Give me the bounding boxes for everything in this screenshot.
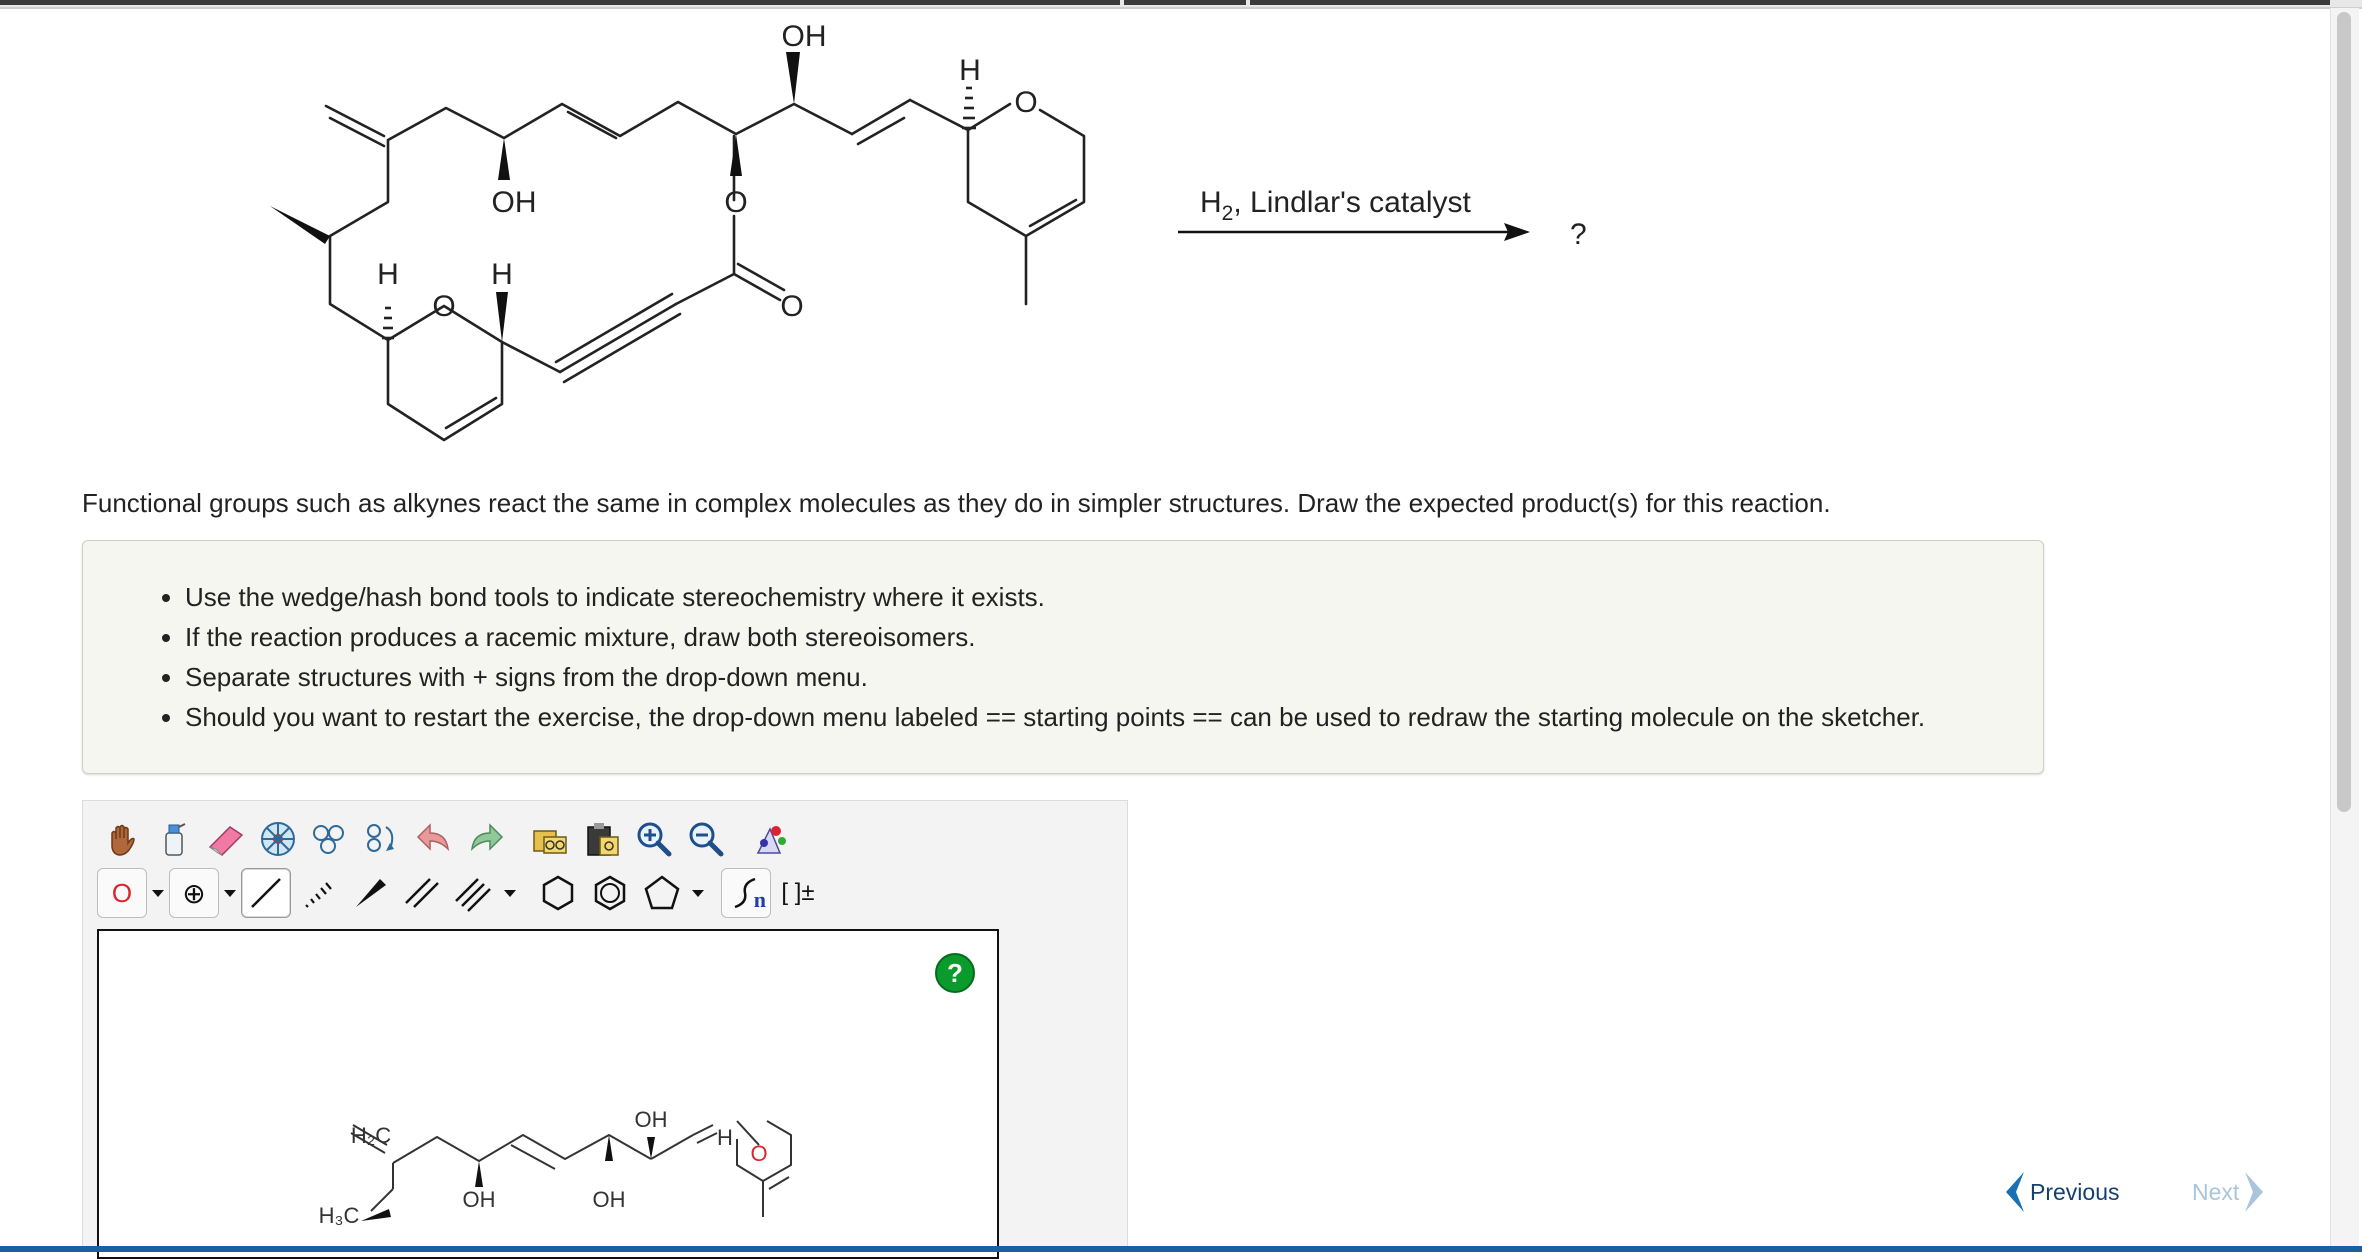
zoom-in-icon[interactable] — [629, 814, 679, 864]
bond-dropdown-arrow-icon[interactable] — [501, 868, 519, 918]
eraser-bottle-icon[interactable] — [149, 814, 199, 864]
charge-picker[interactable] — [169, 868, 219, 918]
label-h-mid: H — [491, 258, 513, 291]
hint-item: • Separate structures with + signs from the drop-down menu. — [185, 657, 2043, 697]
copy-icon[interactable] — [525, 814, 575, 864]
redo-icon[interactable] — [461, 814, 511, 864]
canvas-molecule — [99, 931, 997, 1257]
canvas-label-h2c: H₂C — [350, 1123, 392, 1148]
reaction-scheme — [0, 0, 1650, 470]
chevron-left-icon — [2002, 1170, 2026, 1214]
label-o-ring-left: O — [432, 290, 456, 323]
zoom-out-icon[interactable] — [681, 814, 731, 864]
bracket-label: [ ]± — [781, 879, 815, 906]
clean-structure-icon[interactable] — [745, 814, 795, 864]
page-scrollbar[interactable] — [2330, 8, 2359, 1246]
sketcher-panel — [82, 800, 1128, 1252]
question-text: Functional groups such as alkynes react the same in complex molecules as they do in simpler structures. Draw the expected product(s) for this reaction. — [82, 488, 1831, 518]
label-h-top: H — [959, 54, 981, 87]
label-o-carbonyl: O — [780, 290, 804, 323]
element-dropdown-arrow-icon[interactable] — [149, 868, 167, 918]
triple-bond-tool[interactable] — [449, 868, 499, 918]
label-h-left: H — [377, 258, 399, 291]
cyclopentane-tool-icon[interactable] — [637, 868, 687, 918]
template-wheel-icon[interactable] — [253, 814, 303, 864]
product-question-mark: ? — [1570, 218, 1587, 251]
cyclohexane-tool-icon[interactable] — [533, 868, 583, 918]
sgroup-tool[interactable] — [721, 868, 771, 918]
next-button[interactable] — [2192, 1170, 2267, 1214]
rotate-template-icon[interactable] — [357, 814, 407, 864]
canvas-label-h: H — [717, 1125, 733, 1150]
ring-template-icon[interactable] — [305, 814, 355, 864]
double-bond-tool[interactable] — [397, 868, 447, 918]
previous-button[interactable] — [2002, 1170, 2119, 1214]
canvas-label-h3c: H₃C — [318, 1203, 360, 1228]
previous-label: Previous — [2030, 1178, 2120, 1205]
hints-list — [83, 577, 2043, 737]
eraser-icon[interactable] — [201, 814, 251, 864]
canvas-label-oh-b: OH — [592, 1187, 626, 1212]
bottom-strip — [0, 1246, 2362, 1252]
ring-dropdown-arrow-icon[interactable] — [689, 868, 707, 918]
charge-symbol: ⊕ — [182, 877, 206, 909]
hint-item: • Use the wedge/hash bond tools to indicate stereochemistry where it exists. — [185, 577, 2043, 617]
help-button[interactable]: ? — [935, 953, 975, 993]
bracket-charge-tool[interactable] — [773, 868, 823, 918]
chevron-right-icon — [2243, 1170, 2267, 1214]
hints-box — [82, 540, 2044, 774]
reagent-label: $H_2$, Lindlar's catalyst — [1200, 186, 1471, 225]
sketcher-canvas[interactable] — [97, 929, 999, 1259]
sgroup-label: n — [753, 887, 766, 912]
charge-dropdown-arrow-icon[interactable] — [221, 868, 239, 918]
label-o-ester: O — [724, 186, 748, 219]
next-label: Next — [2192, 1178, 2240, 1205]
label-oh-left: OH — [491, 186, 537, 219]
label-o-ring-top: O — [1014, 86, 1038, 119]
undo-icon[interactable] — [409, 814, 459, 864]
canvas-label-o: O — [750, 1141, 768, 1166]
hint-item: • Should you want to restart the exercise, the drop-down menu labeled == starting points == can be used to redraw the starting molecule on the sketcher. — [185, 697, 2043, 737]
paste-icon[interactable] — [577, 814, 627, 864]
single-bond-tool[interactable] — [241, 868, 291, 918]
canvas-label-oh-a: OH — [462, 1187, 496, 1212]
hash-bond-tool[interactable] — [293, 868, 343, 918]
label-oh-top: OH — [781, 20, 827, 53]
canvas-label-oh-top: OH — [634, 1107, 668, 1132]
hand-tool-icon[interactable] — [97, 814, 147, 864]
benzene-tool-icon[interactable] — [585, 868, 635, 918]
element-selected-label: O — [111, 877, 133, 908]
scrollbar-thumb[interactable] — [2337, 12, 2351, 812]
wedge-bond-tool[interactable] — [345, 868, 395, 918]
sketcher-toolbar-top — [97, 811, 795, 867]
sketcher-toolbar-bottom — [97, 865, 823, 921]
hint-item: • If the reaction produces a racemic mixture, draw both stereoisomers. — [185, 617, 2043, 657]
element-picker[interactable] — [97, 868, 147, 918]
